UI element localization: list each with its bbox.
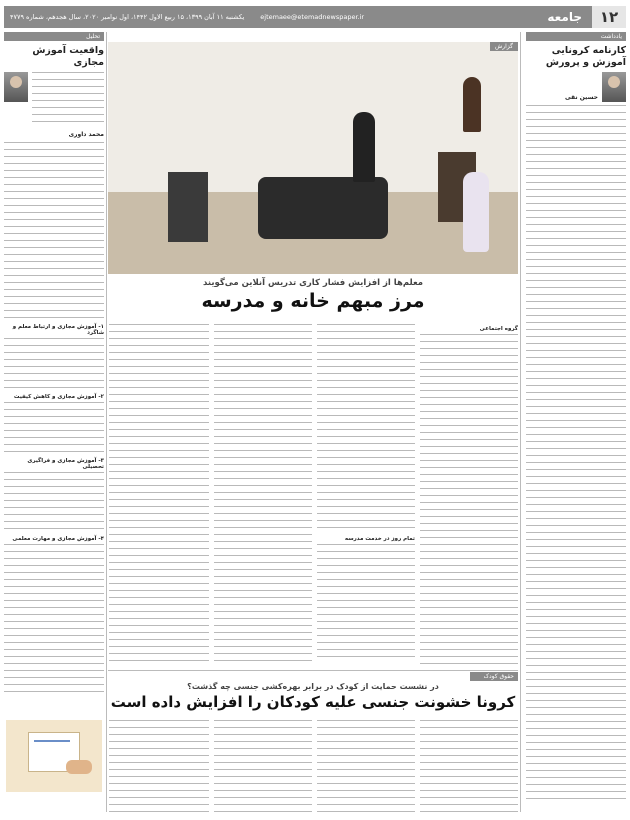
divider bbox=[106, 32, 107, 812]
author-name: محمد داوری bbox=[68, 131, 104, 138]
main-headline-block bbox=[108, 276, 518, 312]
right-column-body-text bbox=[526, 105, 626, 805]
main-photo bbox=[108, 42, 518, 274]
bottom-body bbox=[108, 720, 518, 812]
section-divider bbox=[108, 670, 518, 671]
article-text bbox=[420, 720, 518, 812]
photo-tag: گزارش bbox=[490, 42, 518, 51]
main-headline: مرز مبهم خانه و مدرسه bbox=[201, 290, 425, 312]
page-header bbox=[4, 6, 626, 28]
page-number: ۱۲ bbox=[592, 6, 626, 28]
article-column-2 bbox=[317, 324, 415, 666]
avatar bbox=[4, 72, 28, 102]
divider bbox=[520, 32, 521, 812]
left-subhead-2: ۲- آموزش مجازی و کاهش کیفیت bbox=[13, 394, 104, 400]
right-column bbox=[526, 32, 626, 812]
left-subhead-4: ۴- آموزش مجازی و مهارت معلمی bbox=[12, 536, 104, 542]
article-text bbox=[420, 334, 518, 664]
bottom-tag: حقوق کودک bbox=[470, 672, 518, 681]
bottom-kicker: در نشست حمایت از کودک در برابر بهره‌کشی جنسی چه گذشت؟ bbox=[187, 682, 439, 691]
bottom-headline: کرونا خشونت جنسی علیه کودکان را افزایش داده است bbox=[110, 693, 516, 711]
photo-teacher bbox=[353, 112, 375, 182]
left-body-text bbox=[4, 338, 104, 392]
section-name: جامعه bbox=[547, 10, 582, 24]
hand-shape bbox=[66, 760, 92, 774]
left-author bbox=[4, 72, 104, 128]
photo-clock bbox=[463, 77, 481, 132]
article-text bbox=[214, 324, 312, 666]
email[interactable]: ejtemaee@etemadnewspaper.ir bbox=[260, 13, 365, 21]
left-intro-text bbox=[32, 72, 104, 128]
avatar bbox=[602, 72, 626, 102]
bottom-headline-block bbox=[108, 680, 518, 711]
article-column-1 bbox=[420, 324, 518, 666]
byline: گروه اجتماعی bbox=[479, 326, 518, 332]
left-body-text bbox=[4, 402, 104, 456]
article-text bbox=[317, 720, 415, 812]
left-body-text bbox=[4, 472, 104, 534]
article-column-4 bbox=[109, 324, 209, 666]
main-kicker: معلم‌ها از افزایش فشار کاری تدریس آنلاین می‌گویند bbox=[202, 278, 424, 288]
subhead: تمام روز در خدمت مدرسه bbox=[344, 536, 415, 542]
photo-chair bbox=[168, 172, 208, 242]
date-issue: یکشنبه ۱۱ آبان ۱۳۹۹، ۱۵ ربیع الاول ۱۴۴۲، اول نوامبر ۲۰۲۰، سال هجدهم، شماره ۴۷۷۹ bbox=[10, 13, 245, 21]
main-body bbox=[108, 324, 518, 666]
right-author bbox=[526, 72, 626, 102]
article-text bbox=[317, 544, 415, 662]
left-column-title: واقعیت آموزش مجازی bbox=[32, 45, 104, 68]
article-text bbox=[109, 720, 209, 812]
author-name: حسین نقی bbox=[564, 94, 598, 101]
photo-child bbox=[463, 172, 489, 252]
article-text bbox=[317, 324, 415, 534]
paper-line bbox=[34, 740, 70, 742]
article-text bbox=[214, 720, 312, 812]
header-meta bbox=[4, 13, 364, 21]
photo-sofa bbox=[258, 177, 388, 239]
left-body-text bbox=[4, 544, 104, 694]
right-column-tag: یادداشت bbox=[526, 32, 626, 41]
left-subhead-1: ۱- آموزش مجازی و ارتباط معلم و شاگرد bbox=[12, 324, 104, 336]
article-text bbox=[109, 324, 209, 666]
left-body-text bbox=[4, 142, 104, 322]
article-column-3 bbox=[214, 324, 312, 666]
child-illustration bbox=[6, 720, 102, 792]
left-column bbox=[4, 32, 104, 722]
right-column-title: کارنامه کرونایی آموزش و پرورش bbox=[545, 45, 626, 68]
left-subhead-3: ۳- آموزش مجازی و فراگیری تحصیلی bbox=[27, 458, 104, 470]
left-column-tag: تحلیل bbox=[4, 32, 104, 41]
